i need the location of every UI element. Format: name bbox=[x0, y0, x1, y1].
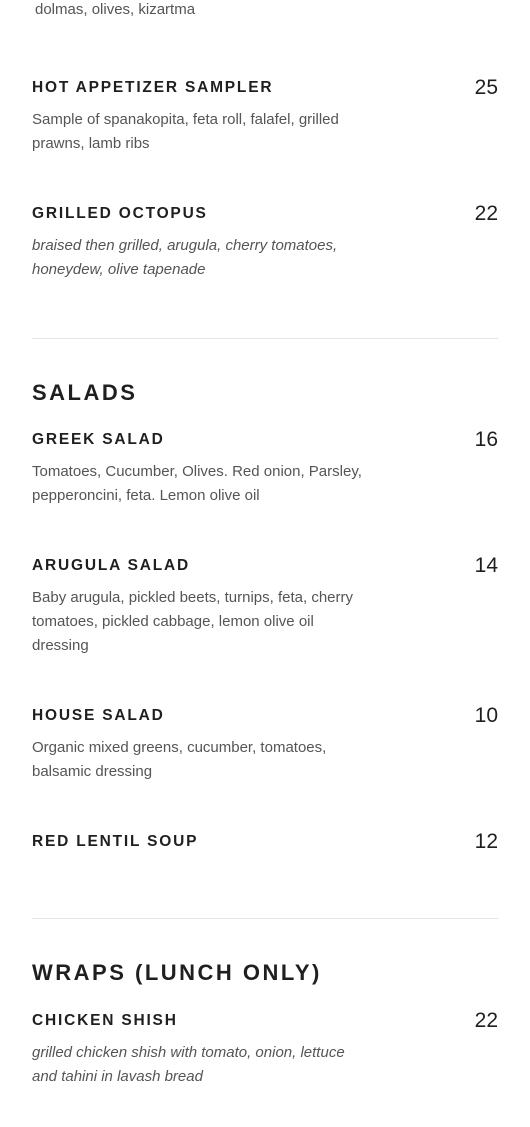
item-price: 22 bbox=[474, 1009, 498, 1032]
item-description: braised then grilled, arugula, cherry tomatoes, honeydew, olive tapenade bbox=[32, 237, 338, 278]
item-description: grilled chicken shish with tomato, onion, lettuce and tahini in lavash bread bbox=[32, 1044, 345, 1085]
menu-item bbox=[32, 1011, 498, 1089]
item-price: 25 bbox=[474, 76, 498, 99]
item-price: 14 bbox=[474, 554, 498, 577]
item-price: 22 bbox=[474, 202, 498, 225]
item-price: 16 bbox=[474, 428, 498, 451]
menu-item bbox=[32, 78, 498, 156]
menu-item bbox=[32, 204, 498, 282]
section-title-salads: SALADS bbox=[32, 380, 138, 405]
menu-item bbox=[32, 430, 498, 508]
item-name: HOUSE SALAD bbox=[32, 707, 165, 724]
item-description: Organic mixed greens, cucumber, tomatoes, balsamic dressing bbox=[32, 739, 327, 780]
menu-item bbox=[32, 832, 498, 852]
partial-item-description: dolmas, olives, kizartma bbox=[35, 1, 196, 18]
item-description: Sample of spanakopita, feta roll, falafel, grilled prawns, lamb ribs bbox=[32, 111, 339, 152]
item-description: Tomatoes, Cucumber, Olives. Red onion, Parsley, pepperoncini, feta. Lemon olive oil bbox=[32, 463, 362, 504]
item-name: GREEK SALAD bbox=[32, 431, 165, 448]
section-divider bbox=[32, 338, 498, 339]
item-name: HOT APPETIZER SAMPLER bbox=[32, 79, 274, 96]
item-price: 10 bbox=[474, 704, 498, 727]
menu-item bbox=[32, 706, 498, 784]
menu-item bbox=[32, 556, 498, 658]
item-name: GRILLED OCTOPUS bbox=[32, 205, 208, 222]
item-name: CHICKEN SHISH bbox=[32, 1012, 178, 1029]
item-price: 12 bbox=[474, 830, 498, 853]
item-name: RED LENTIL SOUP bbox=[32, 833, 199, 850]
section-title-wraps: WRAPS (LUNCH ONLY) bbox=[32, 960, 322, 985]
section-divider bbox=[32, 918, 498, 919]
item-description: Baby arugula, pickled beets, turnips, feta, cherry tomatoes, pickled cabbage, lemon olive oil dressing bbox=[32, 589, 354, 654]
item-name: ARUGULA SALAD bbox=[32, 557, 191, 574]
